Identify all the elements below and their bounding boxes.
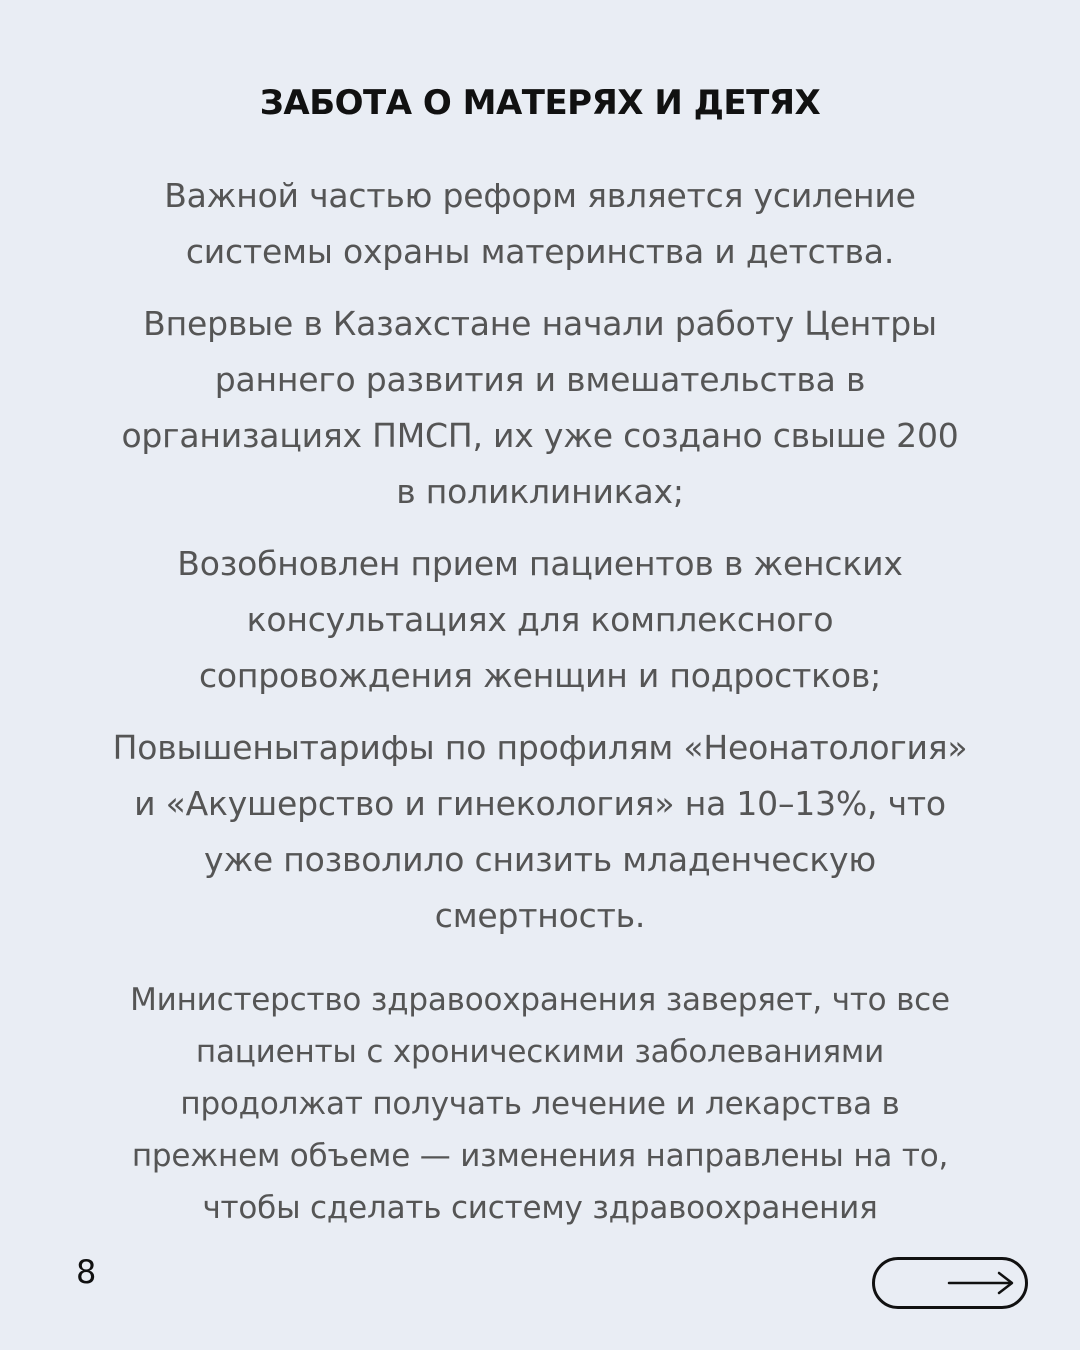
text-line: прежнем объеме — изменения направлены на то, [131, 1138, 949, 1174]
paragraph-ministry [40, 974, 1040, 1234]
text-line: чтобы сделать систему здравоохранения [202, 1190, 878, 1226]
text-line: Повышенытарифы по профилям «Неонатология» [112, 728, 968, 767]
text-line: системы охраны материнства и детства. [185, 232, 895, 271]
text-line: и «Акушерство и гинекология» на 10–13%, что [134, 784, 946, 823]
paragraph-centers [40, 296, 1040, 520]
text-line: сопровождения женщин и подростков; [198, 656, 881, 695]
page-title: ЗАБОТА О МАТЕРЯХ И ДЕТЯХ [259, 83, 821, 123]
text-line: смертность. [434, 896, 646, 935]
text-line: консультациях для комплексного [246, 600, 834, 639]
text-line: Важной частью реформ является усиление [164, 176, 916, 215]
text-line: пациенты с хроническими заболеваниями [195, 1034, 885, 1070]
text-line: Возобновлен прием пациентов в женских [177, 544, 903, 583]
next-page-button[interactable] [872, 1257, 1028, 1309]
paragraph-intro [40, 168, 1040, 280]
arrow-right-icon [947, 1271, 1015, 1295]
text-line: Министерство здравоохранения заверяет, что все [130, 982, 950, 1018]
paragraph-tariffs [40, 720, 1040, 944]
text-line: Впервые в Казахстане начали работу Центры [143, 304, 937, 343]
text-line: раннего развития и вмешательства в [214, 360, 866, 399]
text-line: продолжат получать лечение и лекарства в [180, 1086, 900, 1122]
text-line: организациях ПМСП, их уже создано свыше 200 [121, 416, 959, 455]
text-line: уже позволило снизить младенческую [204, 840, 876, 879]
article-body [40, 168, 1040, 1250]
paragraph-consultations [40, 536, 1040, 704]
page-number: 8 [76, 1253, 97, 1291]
text-line: в поликлиниках; [396, 472, 684, 511]
